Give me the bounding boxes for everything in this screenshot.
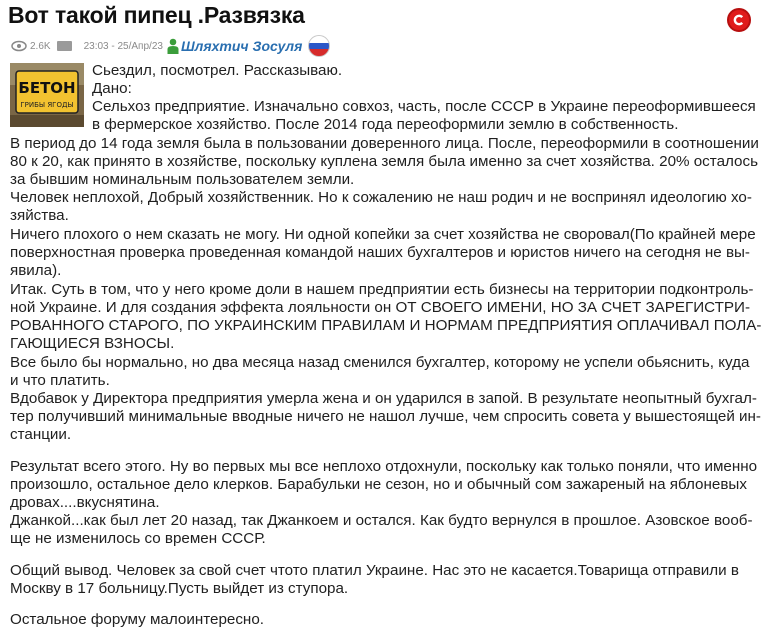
post-line: РОВАННОГО СТАРОГО, ПО УКРАИНСКИМ ПРАВИЛАМ И НОРМАМ ПРЕДПРИЯТИЯ ОПЛАЧИВАЛ ПОЛА-	[10, 317, 762, 334]
flag-icon	[308, 35, 330, 57]
views-count: 2.6K	[30, 40, 51, 52]
post-line: В период до 14 года земля была в пользовании доверенного лица. После, переоформили в соотношении	[10, 135, 759, 152]
copyright-icon	[727, 8, 751, 32]
post-line: Результат всего этого. Ну во первых мы все неплохо отдохнули, поскольку как только поняли, что именно	[10, 458, 758, 475]
post-line: Человек неплохой, Добрый хозяйственник. Но к сожалению не наш родич и не воспринял идеологию хо-	[10, 189, 752, 206]
post-line: 80 к 20, как принято в хозяйстве, поскольку куплена земля была именно за счет хозяйства. 20% осталось	[10, 153, 758, 170]
post-meta	[11, 37, 330, 55]
post-line: Остальное форуму малоинтересно.	[10, 611, 264, 628]
post-line: дровах....вкуснятина.	[10, 494, 160, 511]
post-line: Дано:	[92, 80, 132, 97]
comment-icon[interactable]	[57, 41, 72, 51]
post-line: ГАЮЩИЕСЯ ВЗНОСЫ.	[10, 335, 175, 352]
eye-icon	[11, 40, 27, 52]
post-line: в фермерское хозяйство. После 2014 года переоформили землю в собственность.	[92, 116, 679, 133]
thumbnail-subtext: ГРИБЫ ЯГОДЫ	[20, 101, 74, 109]
post-line: тер получивший минимальные вводные ничего не нашол лучше, чем спросить совета у вышестоящей ин-	[10, 408, 761, 425]
post-line: поверхностная проверка проведенная командой наших бухгалтеров и юристов ничего на сегодня не вы-	[10, 244, 750, 261]
post-line: Сельхоз предприятие. Изначально совхоз, часть, после СССР в Украине переоформившееся	[92, 98, 756, 115]
post-line: ще не изменилось со времен СССР.	[10, 530, 266, 547]
post-line: зяйства.	[10, 207, 69, 224]
author-link[interactable]: Шляхтич Зосуля	[180, 38, 303, 54]
thumbnail-text: БЕТОН	[18, 79, 76, 97]
post-line: Общий вывод. Человек за свой счет чтото платил Украине. Нас это не касается.Товарища отправили в	[10, 562, 739, 579]
user-icon	[167, 38, 179, 54]
post-thumbnail[interactable]	[10, 63, 84, 127]
post-line: Ничего плохого о нем сказать не могу. Ни одной копейки за счет хозяйства не своровал(По крайней мере	[10, 226, 756, 243]
post-line: Все было бы нормально, но два месяца назад сменился бухгалтер, которому не успели обьяснить, куда	[10, 354, 750, 371]
post-line: произошло, остальное дело клерков. Барабульки не сезон, но и обычный сом зажареный на яблоневых	[10, 476, 747, 493]
post-line: и что платить.	[10, 372, 110, 389]
post-line: Джанкой...как был лет 20 назад, так Джанкоем и остался. Как будто вернулся в прошлое. Азовское вооб-	[10, 512, 753, 529]
post-line: Вдобавок у Директора предприятия умерла жена и он ударился в запой. В результате неопытный бухгал-	[10, 390, 757, 407]
post-line: явила).	[10, 262, 62, 279]
post-line: станции.	[10, 426, 72, 443]
post-line: Сьездил, посмотрел. Рассказываю.	[92, 62, 343, 79]
post-date: 23:03 - 25/Апр/23	[83, 40, 163, 52]
post-line: Москву в 17 больницу.Пусть выйдет из ступора.	[10, 580, 349, 597]
post-title: Вот такой пипец .Развязка	[8, 2, 305, 28]
post-line: Итак. Суть в том, что у него кроме доли в нашем предприятии есть бизнесы на территории подконтроль-	[10, 281, 754, 298]
post-line: за бывшим номинальным пользователем земли.	[10, 171, 355, 188]
post-line: ной Украине. И для создания эффекта лояльности он ОТ СВОЕГО ИМЕНИ, НО ЗА СЧЕТ ЗАРЕГИСТРИ-	[10, 299, 751, 316]
